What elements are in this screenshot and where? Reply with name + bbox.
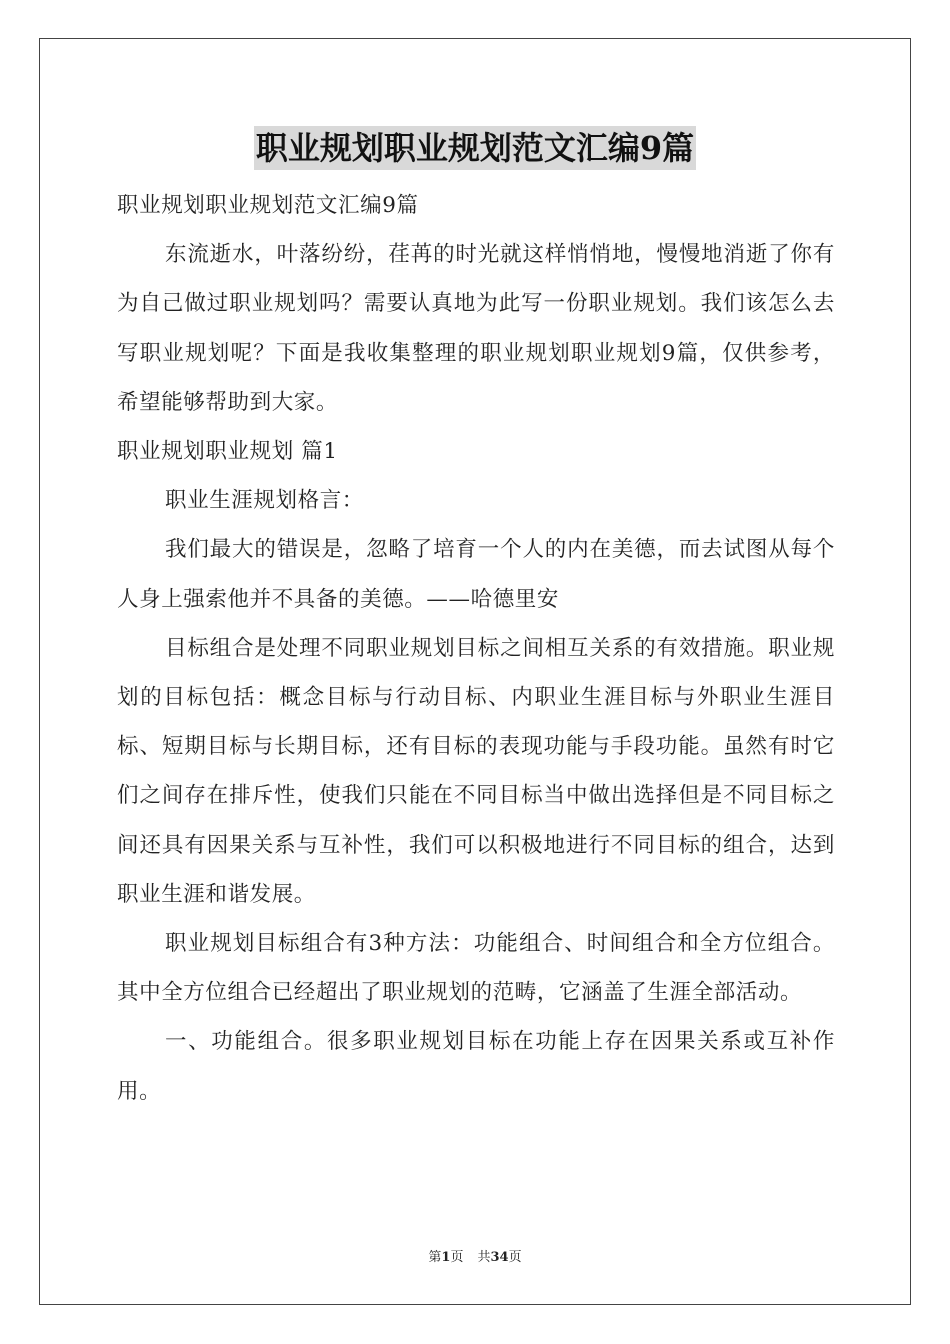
page-prefix: 第: [428, 1250, 442, 1265]
section-heading: 职业规划职业规划 篇1: [117, 439, 338, 465]
page-number: 1: [441, 1250, 451, 1265]
body-paragraph: 目标组合是处理不同职业规划目标之间相互关系的有效措施。职业规划的目标包括：概念目标与行动目标、内职业生涯目标与外职业生涯目标、短期目标与长期目标，还有目标的表现功能与手段功能。虽然有时它们之间存在排斥性，使我们只能在不同目标当中做出选择但是不同目标之间还具有因果关系与互补性，我们可以积极地进行不同目标的组合，达到职业生涯和谐发展。: [117, 635, 835, 907]
total-pages: 34: [490, 1250, 509, 1265]
total-prefix: 共: [477, 1250, 491, 1265]
total-suffix: 页: [508, 1250, 522, 1265]
document-body: [117, 181, 835, 1116]
body-paragraph: 职业规划目标组合有3种方法：功能组合、时间组合和全方位组合。其中全方位组合已经超出了职业规划的范畴，它涵盖了生涯全部活动。: [117, 931, 835, 1006]
quote-paragraph: 我们最大的错误是，忽略了培育一个人的内在美德，而去试图从每个人身上强索他并不具备的美德。——哈德里安: [117, 537, 835, 612]
document-subtitle: 职业规划职业规划范文汇编9篇: [117, 193, 419, 218]
document-title: 职业规划职业规划范文汇编9篇: [254, 126, 696, 170]
page-footer: [0, 1246, 950, 1265]
motto-heading: 职业生涯规划格言：: [165, 488, 364, 514]
title-area: [0, 126, 950, 170]
body-paragraph: 一、功能组合。很多职业规划目标在功能上存在因果关系或互补作用。: [117, 1029, 835, 1104]
intro-paragraph: 东流逝水，叶落纷纷，荏苒的时光就这样悄悄地，慢慢地消逝了你有为自己做过职业规划吗？需要认真地为此写一份职业规划。我们该怎么去写职业规划呢？下面是我收集整理的职业规划职业规划9篇，仅供参考，希望能够帮助到大家。: [117, 242, 835, 415]
page-suffix: 页: [450, 1250, 464, 1265]
